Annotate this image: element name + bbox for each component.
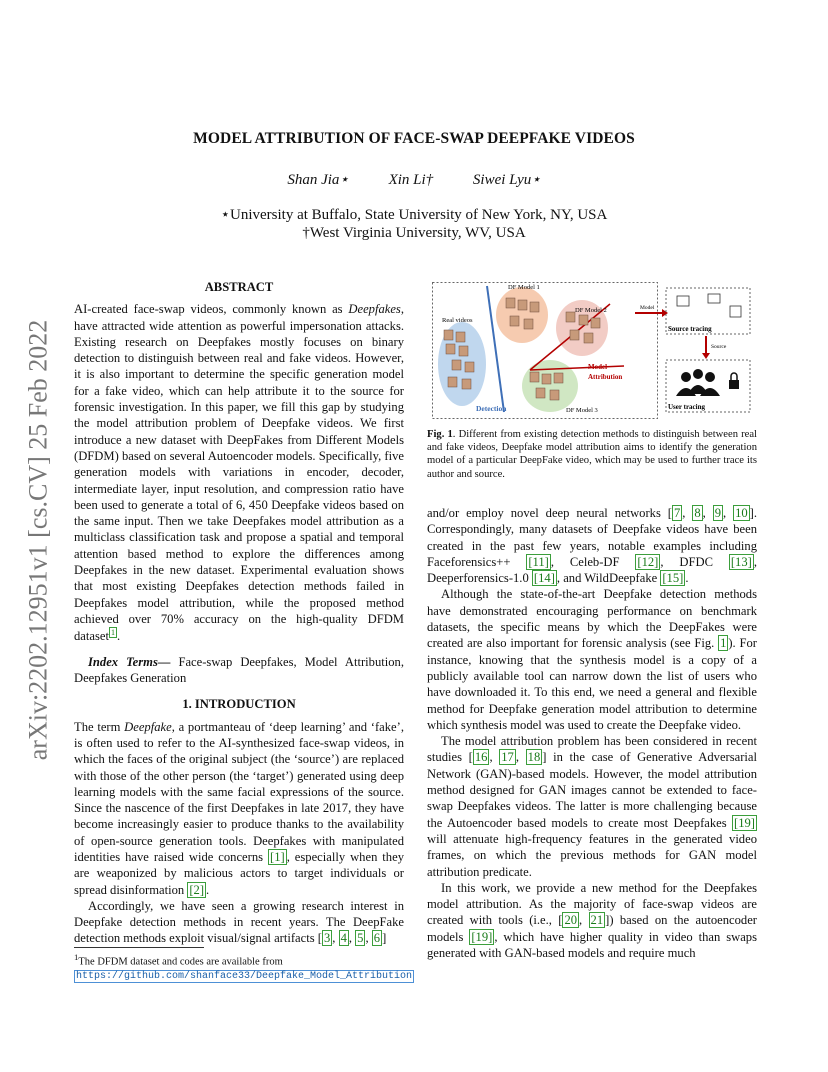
intro-text: Accordingly, we have seen a growing research interest in Deepfake detection methods in recent years. The DeepFake detection methods exploit visual/signal artifacts — [74, 898, 404, 946]
source-arrow-label: Source — [711, 344, 727, 350]
intro-heading: 1. INTRODUCTION — [182, 697, 296, 712]
model1-label: DF Model 1 — [508, 284, 540, 291]
footnote-number: 1 — [74, 952, 79, 962]
body-text: . Correspondingly, many datasets of Deepfake videos have been created in the past few years, notable examples including Faceforensics++ — [427, 506, 758, 569]
body-text: , Deeperforensics-1.0 — [427, 554, 757, 586]
model1-cluster — [496, 287, 548, 343]
attribution-label-2: Attribution — [588, 373, 623, 381]
intro-paragraph — [74, 719, 404, 898]
body-text: , Celeb-DF — [550, 554, 636, 569]
affiliation: ⋆University at Buffalo, State University of New York, NY, USA — [220, 207, 608, 223]
author-list — [0, 170, 828, 189]
citation-link[interactable]: [2] — [189, 882, 205, 897]
citation-link[interactable]: [11] — [528, 554, 549, 569]
author-name: Xin Li† — [388, 172, 434, 188]
source-tracing-label: Source tracing — [668, 325, 712, 333]
source-arrow-head — [702, 353, 710, 359]
citation-link[interactable]: 17 — [501, 750, 514, 765]
intro-paragraph: Accordingly, we have seen a growing research interest in Deepfake detection methods in recent years. The DeepFake detection methods exploit visual/signal artifacts [ 3 , 4 , 5 , 6 ] — [74, 898, 404, 946]
detection-label: Detection — [476, 404, 507, 413]
body-text: ). For instance, knowing that the synthesis model is a copy of a publicly available tool can narrow down the list of users who have downloaded it. To this end, we need a general and flexible method for Deepfake generation model attribution to determine which synthesis model was used to create the Deepfake video. — [427, 636, 757, 732]
figure-caption — [427, 428, 757, 481]
citation-link[interactable]: [19] — [734, 815, 755, 830]
abstract-text-part: , have attracted wide attention as powerful impersonation attacks. Existing research on Deepfakes mostly focuses on binary detection to distinguish between real and fake videos. However, it is also important to determine the specific generation model for a fake video, which can help attribute it to the source for forensic investigation. In this paper, we fill this gap by studying the model attribution problem of Deepfake videos. We first introduce a new dataset with DeepFakes from Different Models (DFDM) based on several Autoencoder models. Specifically, five generation models with variations in encoder, decoder, intermediate layer, input resolution, and compression ratio have been used to generate a total of 6, 450 Deepfake videos based on the same input. Then we take Deepfakes model attribution as a multiclass classification task and propose a spatial and temporal attention based method to explore the differences among Deepfakes in the new dataset. Experimental evaluation shows that most existing Deepfakes detection methods failed in Deepfakes model attribution, while the proposed method achieved over 70% accuracy on the high-quality DFDM dataset — [74, 302, 404, 644]
figure-1 — [432, 282, 756, 419]
arxiv-sidebar — [18, 290, 58, 790]
abstract-heading: ABSTRACT — [204, 280, 274, 294]
model-arrow-head — [662, 309, 668, 317]
model3-label: DF Model 3 — [566, 407, 598, 414]
affiliation: †West Virginia University, WV, USA — [302, 225, 526, 241]
abstract-emph: Deepfakes — [348, 302, 401, 317]
figure-link[interactable]: 1 — [720, 636, 727, 651]
citation-link[interactable]: 20 — [564, 913, 578, 928]
citation-link[interactable]: 5 — [357, 931, 364, 946]
model2-label: DF Model 2 — [575, 307, 607, 314]
body-text: will attenuate high-frequency features in the generated video frames, on which the previous methods for GAN model attribution predicate. — [427, 831, 757, 879]
footnote-rule — [74, 947, 204, 948]
attribution-label: Model — [588, 363, 608, 371]
citation-link[interactable]: 10 — [735, 506, 748, 520]
body-text: , which have higher quality in video than swaps generated with GAN-based models and require much — [427, 929, 757, 961]
index-terms — [74, 654, 404, 687]
index-terms-text: Face-swap Deepfakes, Model Attribution, Deepfakes Generation — [74, 654, 404, 686]
abstract-text-part: . — [116, 629, 121, 644]
body-text: . — [685, 571, 689, 586]
citation-link[interactable]: [15] — [662, 571, 684, 586]
footnote-mark[interactable]: 1 — [110, 628, 115, 638]
citation-link[interactable]: [14] — [533, 571, 555, 586]
left-column — [74, 279, 404, 947]
citation-link[interactable]: 18 — [527, 750, 541, 765]
body-paragraph: and/or employ novel deep neural networks [ 7 , 8 , 9 , 10 ]. Correspondingly, many datasets of Deepfake videos have been created in the past few years, notable examples including Faceforensics++ [11] , Celeb-DF [12] , DFDC [13] , Deeperforensics-1.0 [14] , and WildDeepfake [15] . — [427, 506, 758, 586]
body-text: , and WildDeepfake — [556, 571, 661, 586]
abstract-text-part: AI-created face-swap videos, commonly known as — [74, 302, 349, 317]
caption-label: Fig. 1 — [427, 429, 453, 440]
citation-link[interactable]: 21 — [590, 913, 604, 928]
body-text: ) based on the autoencoder models — [427, 913, 757, 944]
body-text: In this work, we provide a new method for the Deepfakes model attribution. As the majority of face-swap videos are created with tools (i.e., — [427, 880, 757, 928]
intro-text: . — [206, 882, 210, 897]
citation-link[interactable]: 4 — [340, 931, 347, 946]
body-text: , DFDC — [660, 554, 729, 569]
citation-link[interactable]: [19] — [471, 929, 493, 944]
model-arrow-label: Model — [640, 305, 655, 311]
citation-link[interactable]: 16 — [474, 750, 488, 765]
footnote-text: The DFDM dataset and codes are available from — [78, 956, 283, 968]
user-tracing-label: User tracing — [668, 403, 705, 411]
intro-text: The term — [74, 719, 125, 734]
author-name: Shan Jia⋆ — [287, 172, 349, 188]
citation-link[interactable]: 3 — [323, 931, 331, 946]
user-group-icon — [676, 369, 720, 396]
lock-icon — [729, 373, 739, 389]
citation-link[interactable]: 6 — [373, 931, 381, 946]
citation-link[interactable]: [13] — [730, 554, 752, 569]
citation-link[interactable]: 7 — [673, 506, 681, 520]
body-text: Although the state-of-the-art Deepfake detection methods have demonstrated encouraging performance on benchmark datasets, the specific means by which the DeepFakes were created are also important for forensic analysis (see Fig. — [427, 587, 757, 651]
author-name: Siwei Lyu⋆ — [472, 172, 541, 188]
citation-link[interactable]: [12] — [637, 554, 659, 569]
paper-title: MODEL ATTRIBUTION OF FACE-SWAP DEEPFAKE VIDEOS — [193, 130, 635, 147]
body-paragraph — [427, 586, 757, 733]
footnote-url-link[interactable]: https://github.com/shanface33/Deepfake_Model_Attribution — [76, 970, 413, 982]
citation-link[interactable]: [1] — [270, 849, 285, 864]
citation-link[interactable]: 9 — [714, 506, 721, 520]
body-text: in the case of Generative Adversarial Network (GAN)-based models. However, the model attribution method designed for GAN images cannot be extended to face-swap Deepfakes videos. The latter is more challenging because the Autoencoder based models to create most Deepfakes — [427, 750, 758, 830]
arxiv-id[interactable]: arXiv:2202.12951v1 [cs.CV] 25 Feb 2022 — [23, 319, 53, 761]
body-paragraph: In this work, we provide a new method for the Deepfakes model attribution. As the majority of face-swap videos are created with tools (i.e., [ 20 , 21 ]) based on the autoencoder models [19] , which have higher quality in video than swaps generated with GAN-based models and require much — [427, 880, 757, 961]
caption-text: . Different from existing detection methods to distinguish between real and fake videos, Deepfake model attribution aims to identify the generation model of a particular DeepFake video, which may be used to further trace its author and source. — [427, 429, 758, 480]
intro-text: , especially when they are weaponized by malicious actors to target individuals or spread disinformation — [74, 849, 404, 897]
body-paragraph: The model attribution problem has been considered in recent studies [ 16 , 17 , 18 ] in the case of Generative Adversarial Network (GAN)-based models. However, the model attribution method designed for GAN images cannot be extended to face-swap Deepfakes videos. The latter is more challenging because the Autoencoder based models to create most Deepfakes [19] will attenuate high-frequency features in the generated video frames, on which the previous methods for GAN model attribution predicate. — [427, 734, 758, 879]
real-videos-label: Real videos — [442, 317, 473, 324]
intro-text: , a portmanteau of ‘deep learning’ and ‘fake’, is often used to refer to the AI-synthesized face-swap videos, in which the faces of the original subject (the ‘source’) are replaced with those of the other person (the ‘target’) generated using deep learning models with the same facial expressions of the source. Since the nascence of the first Deepfakes in late 2017, they have become increasingly easier to produce thanks to the availability of open-source generation tools. Deepfakes with manipulated identities have raised wide concerns — [74, 719, 404, 864]
body-text: The model attribution problem has been considered in recent studies — [427, 734, 757, 765]
figure-1-diagram — [432, 282, 756, 419]
body-text: and/or employ novel deep neural networks — [427, 506, 668, 520]
computer-icons — [677, 294, 741, 317]
intro-emph: Deepfake — [124, 719, 172, 734]
footnote — [74, 951, 413, 983]
right-column — [427, 505, 757, 961]
abstract-text — [74, 301, 404, 644]
citation-link[interactable]: 8 — [694, 506, 701, 520]
index-terms-label: Index Terms— — [88, 654, 171, 669]
